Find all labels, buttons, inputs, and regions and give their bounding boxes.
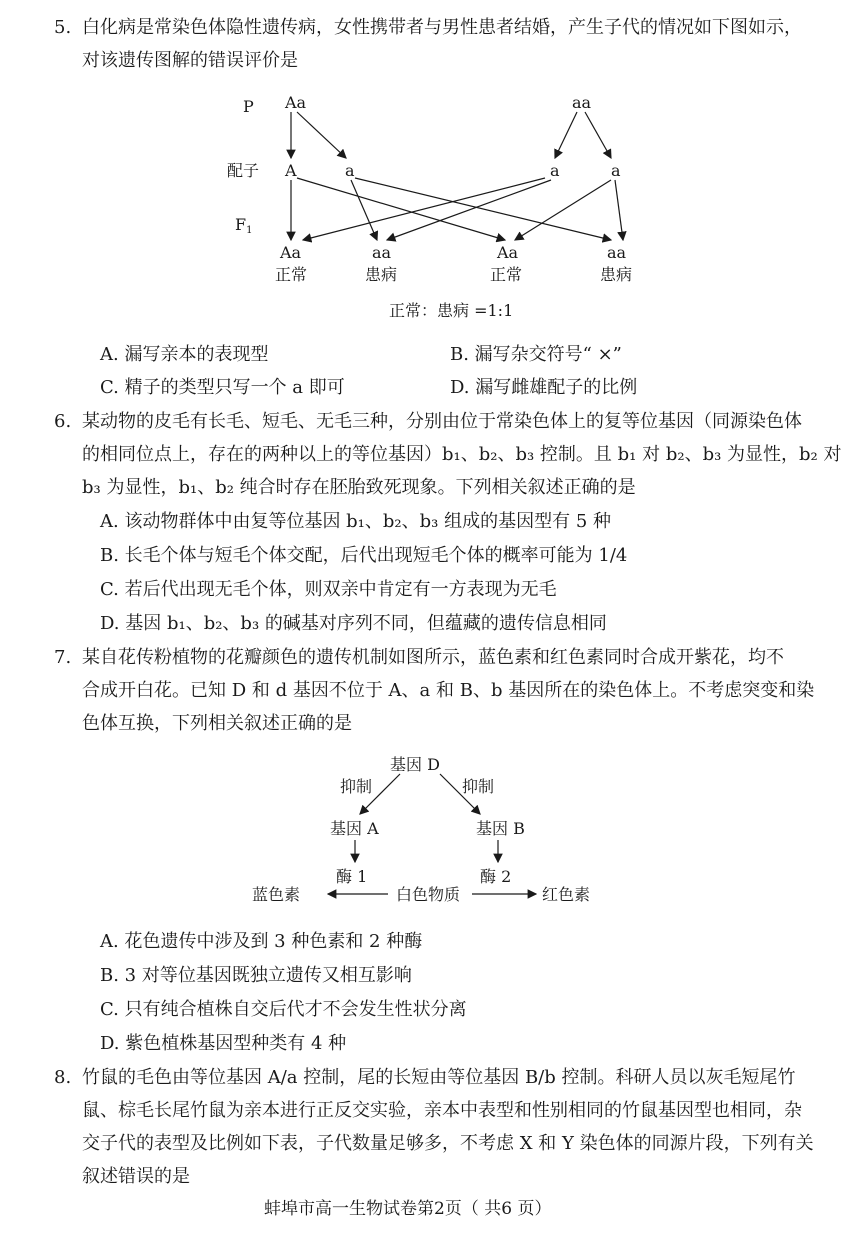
q6-number: 6. xyxy=(54,411,72,432)
q5-option-c: C. 精子的类型只写一个 a 即可 xyxy=(100,377,345,398)
q6-option-a: A. 该动物群体中由复等位基因 b₁、b₂、b₃ 组成的基因型有 5 种 xyxy=(100,511,611,532)
red-pigment-label: 红色素 xyxy=(542,885,591,904)
q5-stem-line2: 对该遗传图解的错误评价是 xyxy=(82,50,298,71)
child-1-phenotype: 正常 xyxy=(275,265,308,284)
q7-option-b: B. 3 对等位基因既独立遗传又相互影响 xyxy=(100,965,412,986)
q5-stem-line1: 白化病是常染色体隐性遗传病，女性携带者与男性患者结婚，产生子代的情况如下图如示， xyxy=(82,17,802,38)
q6-option-c: C. 若后代出现无毛个体，则双亲中肯定有一方表现为无毛 xyxy=(100,579,557,600)
child-2-genotype: aa xyxy=(372,243,392,262)
child-4-phenotype: 患病 xyxy=(600,265,633,284)
enzyme-2-label: 酶 2 xyxy=(480,867,512,886)
q7-option-c: C. 只有纯合植株自交后代才不会发生性状分离 xyxy=(100,999,467,1020)
child-2-phenotype: 患病 xyxy=(365,265,398,284)
q7-option-d: D. 紫色植株基因型种类有 4 种 xyxy=(100,1033,347,1054)
parent-right-genotype: aa xyxy=(572,93,592,112)
q7-pathway-diagram xyxy=(240,748,620,914)
gamete-2: a xyxy=(345,161,355,180)
child-3-phenotype: 正常 xyxy=(490,265,523,284)
q7-stem-line3: 色体互换，下列相关叙述正确的是 xyxy=(82,713,352,734)
q6-option-d: D. 基因 b₁、b₂、b₃ 的碱基对序列不同，但蕴藏的遗传信息相同 xyxy=(100,613,607,634)
q5-option-d: D. 漏写雌雄配子的比例 xyxy=(450,377,638,398)
child-4-genotype: aa xyxy=(607,243,627,262)
gamete-1: A xyxy=(285,161,297,180)
phenotype-ratio: 正常：患病 =1:1 xyxy=(389,301,514,320)
f1-label: F1 xyxy=(235,215,253,236)
blue-pigment-label: 蓝色素 xyxy=(252,885,301,904)
page-footer: 蚌埠市高一生物试卷第2页（ 共6 页） xyxy=(264,1199,552,1219)
q5-option-b: B. 漏写杂交符号“ ×” xyxy=(450,344,622,365)
q6-stem-line1: 某动物的皮毛有长毛、短毛、无毛三种，分别由位于常染色体上的复等位基因（同源染色体 xyxy=(82,411,802,432)
q5-number: 5. xyxy=(54,17,72,38)
q8-stem-line2: 鼠、棕毛长尾竹鼠为亲本进行正反交实验，亲本中表型和性别相同的竹鼠基因型也相同，杂 xyxy=(82,1100,802,1121)
child-3-genotype: Aa xyxy=(497,243,519,262)
q7-stem-line1: 某自花传粉植物的花瓣颜色的遗传机制如图所示，蓝色素和红色素同时合成开紫花，均不 xyxy=(82,647,784,668)
q5-option-a: A. 漏写亲本的表现型 xyxy=(100,344,269,365)
parent-left-genotype: Aa xyxy=(285,93,307,112)
q6-option-b: B. 长毛个体与短毛个体交配，后代出现短毛个体的概率可能为 1/4 xyxy=(100,545,628,566)
enzyme-1-label: 酶 1 xyxy=(336,867,368,886)
gamete-3: a xyxy=(550,161,560,180)
q7-number: 7. xyxy=(54,647,72,668)
gene-b-label: 基因 B xyxy=(476,819,525,838)
p-label: P xyxy=(243,97,254,116)
q6-stem-line2: 的相同位点上，存在的两种以上的等位基因）b₁、b₂、b₃ 控制。且 b₁ 对 b₂、b₃ 为显性，b₂ 对 xyxy=(82,444,842,465)
q8-stem-line4: 叙述错误的是 xyxy=(82,1166,190,1187)
child-1-genotype: Aa xyxy=(280,243,302,262)
q8-stem-line1: 竹鼠的毛色由等位基因 A/a 控制，尾的长短由等位基因 B/b 控制。科研人员以灰毛短尾竹 xyxy=(82,1067,796,1088)
gene-a-label: 基因 A xyxy=(330,819,379,838)
inhibit-left-label: 抑制 xyxy=(340,777,373,796)
gamete-4: a xyxy=(611,161,621,180)
q8-number: 8. xyxy=(54,1067,72,1088)
q5-pedigree-diagram xyxy=(215,86,655,326)
white-substance-label: 白色物质 xyxy=(396,885,461,904)
q8-stem-line3: 交子代的表型及比例如下表，子代数量足够多，不考虑 X 和 Y 染色体的同源片段，下列有关 xyxy=(82,1133,814,1154)
q7-option-a: A. 花色遗传中涉及到 3 种色素和 2 种酶 xyxy=(100,931,423,952)
q6-stem-line3: b₃ 为显性，b₁、b₂ 纯合时存在胚胎致死现象。下列相关叙述正确的是 xyxy=(82,477,636,498)
gene-d-label: 基因 D xyxy=(390,755,440,774)
q7-stem-line2: 合成开白花。已知 D 和 d 基因不位于 A、a 和 B、b 基因所在的染色体上。不考虑突变和染 xyxy=(82,680,815,701)
gamete-label: 配子 xyxy=(227,161,260,180)
inhibit-right-label: 抑制 xyxy=(462,777,495,796)
